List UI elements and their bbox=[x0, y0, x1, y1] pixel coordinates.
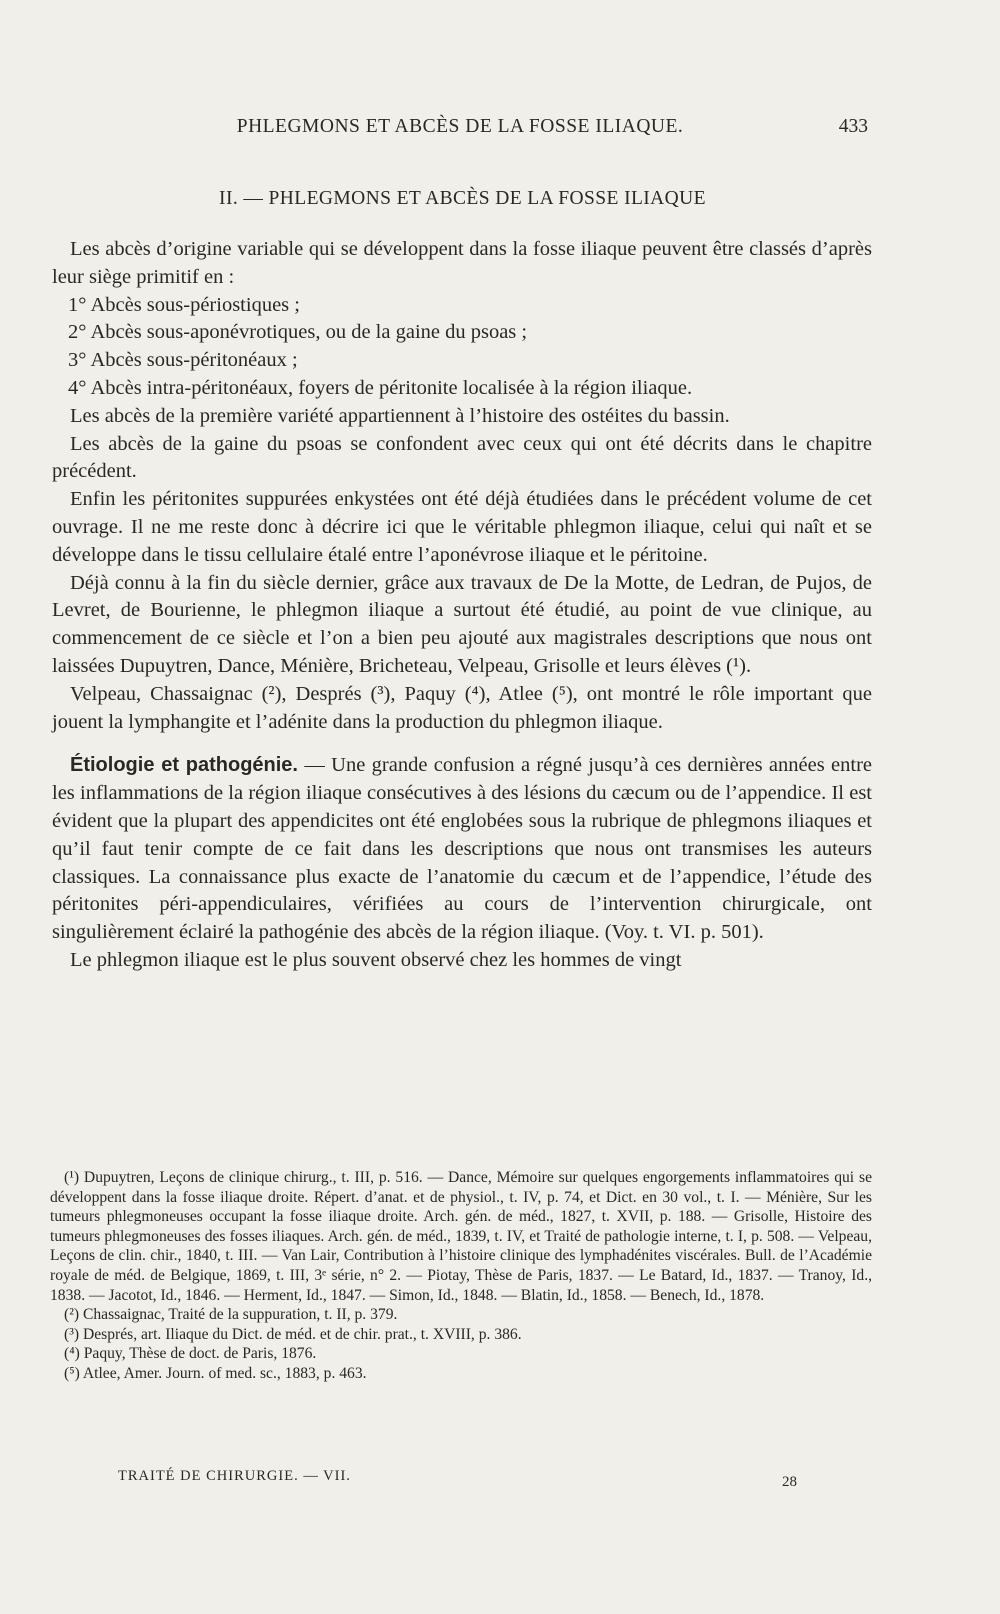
paragraph: Déjà connu à la fin du siècle dernier, grâce aux travaux de De la Motte, de Ledran, de Pujos, de Levret, de Bourienne, le phlegmon iliaque a surtout été étudié, au point de vue clinique, au commencement de ce siècle et l’on a bien peu ajouté aux magistrales descriptions que nous ont laissées Dupuytren, Dance, Ménière, Bricheteau, Velpeau, Grisolle et leurs élèves (¹). bbox=[52, 571, 872, 677]
section-title: II. — PHLEGMONS ET ABCÈS DE LA FOSSE ILIAQUE bbox=[219, 188, 706, 209]
paragraph: Les abcès de la première variété appartiennent à l’histoire des ostéites du bassin. bbox=[70, 404, 730, 427]
page-number: 433 bbox=[838, 116, 868, 137]
footnote-1: (¹) Dupuytren, Leçons de clinique chirurg., t. III, p. 516. — Dance, Mémoire sur quelques engorgements inflammatoires qui se développent dans la fosse iliaque droite. Répert. d’anat. et de physiol., t. IV, p. 74, et Dict. en 30 vol., t. I. — Ménière, Sur les tumeurs phlegmoneuses occupant la fosse iliaque droite. Arch. gén. de méd., 1827, t. XVII, p. 188. — Grisolle, Histoire des tumeurs phlegmoneuses des fosses iliaques. Arch. gén. de méd., 1839, t. IV, et Traité de pathologie interne, t. I, p. 508. — Velpeau, Leçons de clin. chir., 1840, t. III. — Van Lair, Contribution à l’histoire clinique des lymphadénites viscérales. Bull. de l’Académie royale de méd. de Belgique, 1869, t. III, 3ᵉ série, n° 2. — Piotay, Thèse de Paris, 1837. — Le Batard, Id., 1837. — Tranoy, Id., 1838. — Jacotot, Id., 1846. — Herment, Id., 1847. — Simon, Id., 1848. — Blatin, Id., 1858. — Benech, Id., 1878. bbox=[50, 1169, 872, 1304]
paragraph: Les abcès d’origine variable qui se développent dans la fosse iliaque peuvent être classés d’après leur siège primitif en : bbox=[52, 238, 872, 288]
footnote-2: (²) Chassaignac, Traité de la suppuration, t. II, p. 379. bbox=[64, 1306, 398, 1324]
footer-signature: TRAITÉ DE CHIRURGIE. — VII. bbox=[118, 1468, 351, 1484]
footnotes bbox=[50, 1168, 872, 1384]
footnote-4: (⁴) Paquy, Thèse de doct. de Paris, 1876. bbox=[64, 1345, 317, 1363]
paragraph: Les abcès de la gaine du psoas se confondent avec ceux qui ont été décrits dans le chapitre précédent. bbox=[52, 432, 872, 483]
etiologie-paragraph bbox=[52, 752, 872, 947]
etiologie-text: — Une grande confusion a régné jusqu’à ces dernières années entre les inflammations de la région iliaque consécutives à des lésions du cæcum ou de l’appendice. Il est évident que la plupart des appendicites ont été englobées sous la rubrique de phlegmons iliaques et qu’il faut tenir compte de ce fait dans les descriptions que nous ont transmises les auteurs classiques. La connaissance plus exacte de l’anatomie du cæcum et de l’appendice, l’étude des péritonites péri-appendiculaires, vérifiées au cours de l’intervention chirurgicale, ont singulièrement éclairé la pathogénie des abcès de la région iliaque. (Voy. t. VI. p. 501). bbox=[52, 754, 872, 944]
footnote-3: (³) Després, art. Iliaque du Dict. de méd. et de chir. prat., t. XVIII, p. 386. bbox=[64, 1325, 522, 1343]
list-item: 2° Abcès sous-aponévrotiques, ou de la gaine du psoas ; bbox=[68, 321, 528, 344]
paragraph: Velpeau, Chassaignac (²), Després (³), Paquy (⁴), Atlee (⁵), ont montré le rôle important que jouent la lymphangite et l’adénite dans la production du phlegmon iliaque. bbox=[52, 682, 872, 733]
spacer bbox=[52, 736, 872, 752]
paragraph: Le phlegmon iliaque est le plus souvent observé chez les hommes de vingt bbox=[70, 948, 682, 971]
paragraph: Enfin les péritonites suppurées enkystées ont été déjà étudiées dans le précédent volume de cet ouvrage. Il ne me reste donc à décrire ici que le véritable phlegmon iliaque, celui qui naît et se développe dans le tissu cellulaire étalé entre l’aponévrose iliaque et le péritoine. bbox=[52, 488, 872, 566]
running-head: PHLEGMONS ET ABCÈS DE LA FOSSE ILIAQUE. bbox=[236, 116, 684, 137]
main-text bbox=[52, 236, 872, 975]
footnote-5: (⁵) Atlee, Amer. Journ. of med. sc., 1883, p. 463. bbox=[64, 1364, 367, 1382]
list-item: 1° Abcès sous-périostiques ; bbox=[68, 293, 300, 316]
list-item: 4° Abcès intra-péritonéaux, foyers de péritonite localisée à la région iliaque. bbox=[68, 376, 693, 399]
list-item: 3° Abcès sous-péritonéaux ; bbox=[68, 349, 298, 372]
abscess-list bbox=[52, 292, 872, 403]
etiologie-heading: Étiologie et pathogénie. bbox=[70, 754, 298, 777]
footer-sheet-number: 28 bbox=[782, 1474, 797, 1490]
